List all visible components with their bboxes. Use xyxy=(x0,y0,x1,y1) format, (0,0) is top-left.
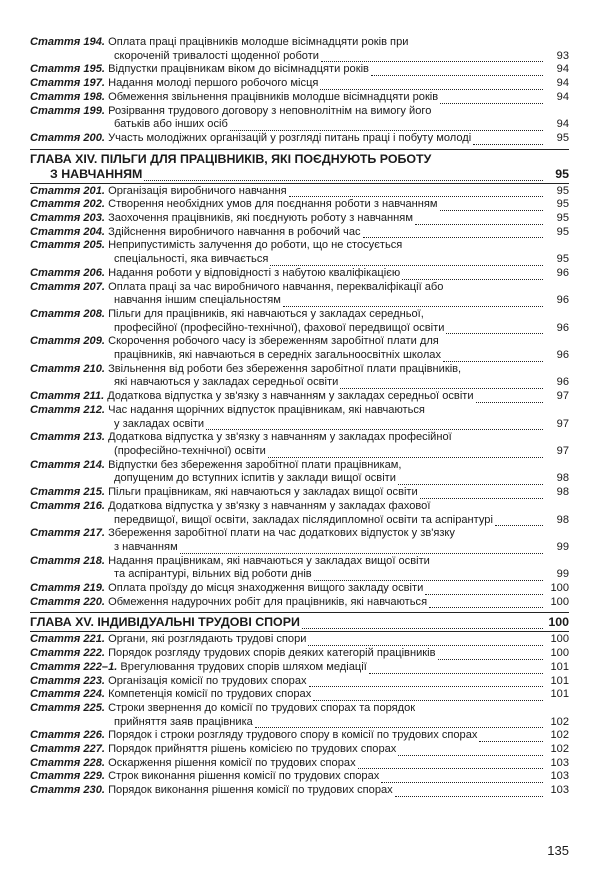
dot-leader xyxy=(443,361,543,362)
article-title: Створення необхідних умов для поєднання роботи з навчанням xyxy=(104,198,438,211)
toc-page-number: 99 xyxy=(556,568,569,581)
toc-entry[interactable] xyxy=(30,363,569,390)
article-label: Стаття 194. xyxy=(30,36,105,48)
toc-entry[interactable] xyxy=(30,431,569,458)
entry-line xyxy=(30,132,543,146)
article-title: Обмеження надурочних робіт для працівників, які навчаються xyxy=(104,595,428,608)
dot-leader xyxy=(429,607,543,608)
toc-page-number: 94 xyxy=(556,118,569,131)
toc-entry[interactable] xyxy=(30,596,569,610)
toc-entry[interactable] xyxy=(30,527,569,554)
article-title: Порядок і строки розгляду трудового спору в комісії по трудових спорах xyxy=(104,729,478,742)
dot-leader xyxy=(313,700,543,701)
entry-line: та аспірантурі, вільних від роботи днів xyxy=(114,568,312,581)
toc-entry[interactable] xyxy=(30,582,569,596)
dot-leader xyxy=(358,768,543,769)
dot-leader xyxy=(180,553,543,554)
toc-page-number: 96 xyxy=(556,376,569,389)
dot-leader xyxy=(283,306,543,307)
dot-leader xyxy=(446,333,543,334)
toc-page-number: 95 xyxy=(556,212,569,225)
toc-page-number: 100 xyxy=(548,615,569,630)
article-label: Стаття 214. xyxy=(30,458,105,471)
article-title: Неприпустимість залучення до роботи, що не стосується xyxy=(104,239,403,252)
article-label: Стаття 195. xyxy=(30,63,105,76)
dot-leader xyxy=(340,388,543,389)
article-label: Стаття 222. xyxy=(30,647,105,660)
article-title: Здійснення виробничого навчання в робочий час xyxy=(104,225,361,238)
toc-entry[interactable] xyxy=(30,212,569,226)
entry-line: які навчаються у закладах середньої освіти xyxy=(114,376,339,389)
toc-chapter[interactable] xyxy=(30,152,569,182)
dot-leader xyxy=(440,210,543,211)
dot-leader xyxy=(473,144,543,145)
article-label: Стаття 221. xyxy=(30,633,105,646)
article-label: Стаття 199. xyxy=(30,104,105,117)
dot-leader xyxy=(381,782,543,783)
toc-entry[interactable] xyxy=(30,486,569,500)
toc-entry[interactable] xyxy=(30,702,569,729)
dot-leader xyxy=(309,686,543,687)
article-title: Строк виконання рішення комісії по трудових спорах xyxy=(104,770,380,783)
article-title: Скорочення робочого часу із збереженням заробітної плати для xyxy=(104,335,439,348)
article-label: Стаття 215. xyxy=(30,486,105,499)
entry-line: навчання іншим спеціальностям xyxy=(114,294,281,307)
toc-entry[interactable] xyxy=(30,729,569,743)
article-title: Організація комісії по трудових спорах xyxy=(104,674,307,687)
article-title: Надання роботи у відповідності з набутою кваліфікацією xyxy=(104,266,401,279)
article-label: Стаття 198. xyxy=(30,90,105,103)
toc-entry[interactable] xyxy=(30,633,569,647)
article-title: Відпустки працівникам віком до вісімнадцяти років xyxy=(104,63,369,76)
toc-page-number: 96 xyxy=(556,266,569,279)
toc-page-number: 94 xyxy=(556,63,569,76)
article-title: Обмеження звільнення працівників молодше вісімнадцяти років xyxy=(104,90,439,103)
toc-page-number: 98 xyxy=(556,472,569,485)
toc-entry[interactable] xyxy=(30,105,569,132)
toc-entry[interactable] xyxy=(30,308,569,335)
toc-entry[interactable] xyxy=(30,770,569,784)
article-label: Стаття 206. xyxy=(30,266,105,279)
toc-entry[interactable] xyxy=(30,404,569,431)
article-title: Порядок прийняття рішень комісією по трудових спорах xyxy=(104,743,397,756)
article-title: Оскарження рішення комісії по трудових спорах xyxy=(104,756,356,769)
article-label: Стаття 201. xyxy=(30,184,105,197)
dot-leader xyxy=(289,196,543,197)
toc-page-number: 98 xyxy=(556,486,569,499)
toc-page-number: 100 xyxy=(550,582,569,595)
dot-leader xyxy=(206,429,543,430)
dot-leader xyxy=(398,755,543,756)
divider xyxy=(30,183,569,184)
article-title: Порядок виконання рішення комісії по трудових спорах xyxy=(104,784,393,797)
entry-line: передвищої, вищої освіти, закладах післядипломної освіти та аспірантурі xyxy=(114,513,493,526)
divider xyxy=(30,612,569,613)
article-label: Стаття 211. xyxy=(30,390,105,403)
entry-line: батьків або інших осіб xyxy=(114,118,228,131)
article-title: Оплата проїзду до місця знаходження вищого закладу освіти xyxy=(104,582,424,595)
entry-line xyxy=(30,36,543,50)
article-title: Пільги для працівників, які навчаються у закладах середньої, xyxy=(104,307,424,320)
toc-page-number: 96 xyxy=(556,294,569,307)
dot-leader xyxy=(398,484,543,485)
article-label: Стаття 212. xyxy=(30,403,105,416)
divider xyxy=(30,149,569,150)
article-label: Стаття 208. xyxy=(30,307,105,320)
toc-entry[interactable] xyxy=(30,743,569,757)
dot-leader xyxy=(144,180,543,181)
entry-line: з навчанням xyxy=(114,540,178,553)
article-title: Участь молодіжних організацій у розгляді питань праці і побуту молоді xyxy=(104,131,472,144)
entry-line: (професійно-технічної) освіти xyxy=(114,444,266,457)
article-label: Стаття 216. xyxy=(30,499,105,512)
entry-line xyxy=(30,363,543,377)
table-of-contents xyxy=(30,36,569,798)
dot-leader xyxy=(479,741,543,742)
article-label: Стаття 227. xyxy=(30,743,105,756)
article-title: Надання молоді першого робочого місця xyxy=(104,77,319,90)
article-label: Стаття 229. xyxy=(30,770,105,783)
divider xyxy=(30,631,569,632)
toc-page-number: 95 xyxy=(556,184,569,197)
article-label: Стаття 223. xyxy=(30,674,105,687)
article-label: Стаття 210. xyxy=(30,362,105,375)
article-label: Стаття 203. xyxy=(30,212,105,225)
toc-page-number: 99 xyxy=(556,540,569,553)
toc-entry[interactable] xyxy=(30,555,569,582)
entry-line xyxy=(30,527,543,541)
toc-page-number: 101 xyxy=(550,660,569,673)
article-label: Стаття 224. xyxy=(30,688,105,701)
toc-page-number: 95 xyxy=(556,131,569,144)
toc-page-number: 98 xyxy=(556,513,569,526)
toc-page-number: 100 xyxy=(550,647,569,660)
article-label: Стаття 218. xyxy=(30,554,105,567)
toc-page-number: 103 xyxy=(550,784,569,797)
article-title: Порядок розгляду трудових спорів деяких категорій працівників xyxy=(104,647,436,660)
toc-page-number: 93 xyxy=(556,49,569,62)
entry-line xyxy=(30,308,543,322)
toc-page-number: 103 xyxy=(550,770,569,783)
dot-leader xyxy=(302,628,543,629)
toc-page-number: 97 xyxy=(556,444,569,457)
dot-leader xyxy=(270,265,543,266)
entry-line xyxy=(30,404,543,418)
toc-entry[interactable] xyxy=(30,91,569,105)
entry-line xyxy=(30,281,543,295)
article-label: Стаття 202. xyxy=(30,198,105,211)
toc-entry[interactable] xyxy=(30,500,569,527)
article-label: Стаття 209. xyxy=(30,335,105,348)
article-label: Стаття 213. xyxy=(30,431,105,444)
article-title: Оплата праці за час виробничого навчання, перекваліфікації або xyxy=(104,280,444,293)
article-label: Стаття 207. xyxy=(30,280,105,293)
toc-chapter[interactable] xyxy=(30,615,569,630)
article-title: Додаткова відпустка у зв'язку з навчанням у закладах фахової xyxy=(104,499,431,512)
toc-entry[interactable] xyxy=(30,239,569,266)
article-title: Оплата праці працівників молодше вісімнадцяти років при xyxy=(104,36,409,48)
dot-leader xyxy=(320,89,543,90)
toc-page-number: 100 xyxy=(550,633,569,646)
dot-leader xyxy=(363,237,543,238)
article-title: Час надання щорічних відпусток працівникам, які навчаються xyxy=(104,403,425,416)
toc-page-number: 95 xyxy=(555,166,569,181)
dot-leader xyxy=(369,673,543,674)
toc-entry[interactable] xyxy=(30,647,569,661)
toc-entry[interactable] xyxy=(30,688,569,702)
entry-line xyxy=(30,702,543,716)
toc-page-number: 101 xyxy=(550,674,569,687)
toc-page-number: 96 xyxy=(556,321,569,334)
chapter-title-line: ГЛАВА XV. ІНДИВІДУАЛЬНІ ТРУДОВІ СПОРИ xyxy=(30,615,300,630)
entry-line xyxy=(30,335,543,349)
dot-leader xyxy=(402,279,543,280)
toc-entry[interactable] xyxy=(30,267,569,281)
dot-leader xyxy=(440,103,543,104)
toc-page-number: 100 xyxy=(550,595,569,608)
article-label: Стаття 205. xyxy=(30,239,105,252)
article-title: Надання працівникам, які навчаються у закладах вищої освіти xyxy=(104,554,430,567)
toc-page-number: 94 xyxy=(556,77,569,90)
dot-leader xyxy=(415,224,543,225)
toc-entry[interactable] xyxy=(30,198,569,212)
dot-leader xyxy=(308,645,543,646)
toc-entry[interactable] xyxy=(30,226,569,240)
dot-leader xyxy=(495,525,543,526)
entry-line xyxy=(30,390,543,404)
article-label: Стаття 200. xyxy=(30,131,105,144)
entry-line: спеціальності, яка вивчається xyxy=(114,253,269,266)
toc-page-number: 103 xyxy=(550,756,569,769)
toc-page-number: 97 xyxy=(556,390,569,403)
entry-line: у закладах освіти xyxy=(114,417,205,430)
toc-entry[interactable] xyxy=(30,661,569,675)
article-title: Строки звернення до комісії по трудових спорах та порядок xyxy=(104,701,416,714)
dot-leader xyxy=(230,130,543,131)
article-title: Компетенція комісії по трудових спорах xyxy=(104,688,312,701)
article-title: Органи, які розглядають трудові спори xyxy=(104,633,307,646)
toc-page-number: 101 xyxy=(550,688,569,701)
toc-entry[interactable] xyxy=(30,335,569,362)
toc-entry[interactable] xyxy=(30,63,569,77)
toc-entry[interactable] xyxy=(30,185,569,199)
toc-page-number: 102 xyxy=(550,729,569,742)
article-label: Стаття 220. xyxy=(30,595,105,608)
article-title: Збереження заробітної плати на час додаткових відпусток у зв'язку xyxy=(104,527,455,540)
article-title: Врегулювання трудових спорів шляхом медіації xyxy=(117,660,367,673)
article-title: Звільнення від роботи без збереження заробітної плати працівників, xyxy=(104,362,462,375)
entry-line: скороченій тривалості щоденної роботи xyxy=(114,49,319,62)
article-title: Організація виробничого навчання xyxy=(104,184,287,197)
dot-leader xyxy=(268,457,543,458)
toc-entry[interactable] xyxy=(30,390,569,404)
entry-line: працівників, які навчаються в середніх загальноосвітніх школах xyxy=(114,349,442,362)
entry-line xyxy=(30,239,543,253)
toc-entry[interactable] xyxy=(30,784,569,798)
dot-leader xyxy=(476,402,543,403)
toc-page-number: 97 xyxy=(556,417,569,430)
toc-page-number: 102 xyxy=(550,715,569,728)
toc-page-number: 94 xyxy=(556,90,569,103)
dot-leader xyxy=(438,659,544,660)
toc-entry[interactable] xyxy=(30,36,569,63)
toc-page-number: 96 xyxy=(556,349,569,362)
article-label: Стаття 222–1. xyxy=(30,660,118,673)
toc-page-number: 102 xyxy=(550,743,569,756)
toc-entry[interactable] xyxy=(30,281,569,308)
article-label: Стаття 204. xyxy=(30,225,105,238)
article-title: Відпустки без збереження заробітної плати працівникам, xyxy=(104,458,402,471)
article-label: Стаття 219. xyxy=(30,582,105,595)
entry-line xyxy=(30,555,543,569)
dot-leader xyxy=(420,498,543,499)
article-label: Стаття 228. xyxy=(30,756,105,769)
dot-leader xyxy=(371,75,543,76)
article-label: Стаття 197. xyxy=(30,77,105,90)
dot-leader xyxy=(321,61,543,62)
entry-line: прийняття заяв працівника xyxy=(114,715,253,728)
toc-entry[interactable] xyxy=(30,675,569,689)
article-label: Стаття 226. xyxy=(30,729,105,742)
entry-line xyxy=(30,105,543,119)
entry-line xyxy=(30,459,543,473)
article-title: Пільги працівникам, які навчаються у закладах вищої освіти xyxy=(104,486,418,499)
entry-line xyxy=(30,431,543,445)
toc-entry[interactable] xyxy=(30,132,569,146)
dot-leader xyxy=(395,796,543,797)
dot-leader xyxy=(314,580,543,581)
article-title: Додаткова відпустка у зв'язку з навчанням у закладах професійної xyxy=(104,431,452,444)
toc-page-number: 95 xyxy=(556,225,569,238)
entry-line: допущеним до вступних іспитів у заклади вищої освіти xyxy=(114,472,396,485)
article-title: Додаткова відпустка у зв'язку з навчанням у закладах середньої освіти xyxy=(104,390,474,403)
article-label: Стаття 217. xyxy=(30,527,105,540)
article-title: Розірвання трудового договору з неповнолітнім на вимогу його xyxy=(104,104,432,117)
chapter-title-line: З НАВЧАННЯМ xyxy=(50,166,143,181)
entry-line xyxy=(30,729,543,743)
page-number: 135 xyxy=(547,843,569,858)
toc-entry[interactable] xyxy=(30,459,569,486)
dot-leader xyxy=(255,727,543,728)
entry-line xyxy=(30,500,543,514)
toc-page-number: 95 xyxy=(556,198,569,211)
dot-leader xyxy=(425,594,543,595)
chapter-title-line: ГЛАВА XIV. ПІЛЬГИ ДЛЯ ПРАЦІВНИКІВ, ЯКІ ПОЄДНУЮТЬ РОБОТУ xyxy=(30,151,432,166)
toc-page-number: 95 xyxy=(556,253,569,266)
toc-entry[interactable] xyxy=(30,757,569,771)
article-title: Заохочення працівників, які поєднують роботу з навчанням xyxy=(104,212,413,225)
toc-entry[interactable] xyxy=(30,77,569,91)
entry-line: професійної (професійно-технічної), фахової передвищої освіти xyxy=(114,321,445,334)
article-label: Стаття 225. xyxy=(30,701,105,714)
article-label: Стаття 230. xyxy=(30,784,105,797)
